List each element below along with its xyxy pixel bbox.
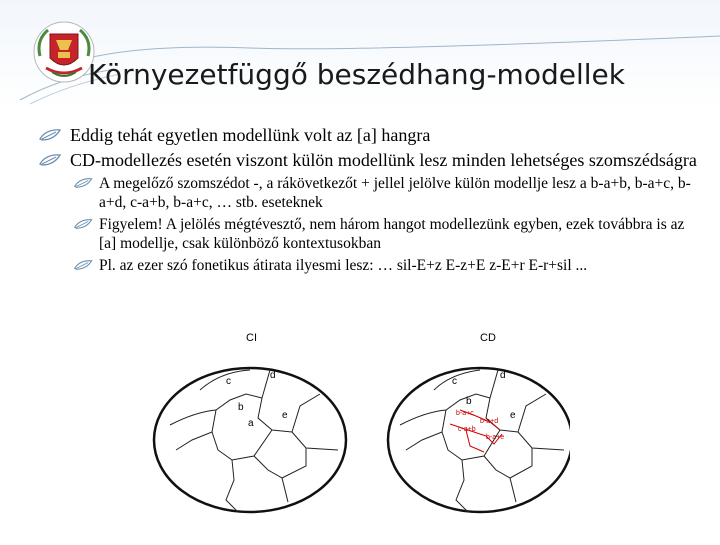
cd-label: CD: [480, 332, 496, 344]
region-label: d: [500, 370, 506, 381]
sub-bullet-item: [73, 256, 698, 275]
leaf-bullet-icon: [73, 258, 95, 272]
region-label: c: [452, 376, 457, 387]
region-label: e: [510, 410, 516, 421]
bullet-item: [38, 149, 698, 171]
region-label: e: [282, 410, 288, 421]
sub-bullet-text: A megelőző szomszédot -, a rákövetkezőt + jellel jelölve külön modellje lesz a b-a+b, b-a+c, b-a+d, c-a+b, b-a+c, … stb. eseteknek: [99, 175, 691, 211]
ci-cd-diagram: [150, 330, 570, 540]
bullet-text: Eddig tehát egyetlen modellünk volt az [a] hangra: [70, 125, 431, 145]
sub-bullet-text: Figyelem! A jelölés mégtévesztő, nem három hangot modellezünk egyben, ezek továbbra is az [a] modellje, csak különböző kontextusokban: [99, 216, 685, 252]
leaf-bullet-icon: [38, 152, 64, 168]
context-label: b-a+d: [480, 418, 499, 425]
content-area: [38, 124, 698, 278]
leaf-bullet-icon: [38, 127, 64, 143]
crest-logo-icon: [32, 20, 96, 84]
context-label: b-a+c: [456, 410, 474, 417]
title-rule-lines: [0, 0, 720, 110]
ci-cd-figure: [150, 330, 570, 540]
region-label: b: [238, 402, 244, 413]
sub-bullet-item: [73, 215, 698, 253]
bullet-text: CD-modellezés esetén viszont külön modellünk lesz minden lehetséges szomszédságra: [70, 150, 697, 170]
ci-label: CI: [246, 332, 257, 344]
region-label: a: [248, 418, 254, 429]
bullet-item: [38, 124, 698, 146]
leaf-bullet-icon: [73, 176, 95, 190]
slide-title: Környezetfüggő beszédhang-modellek: [88, 58, 625, 91]
context-label: b-a+e: [486, 434, 505, 441]
leaf-bullet-icon: [73, 217, 95, 231]
sub-bullet-text: Pl. az ezer szó fonetikus átirata ilyesmi lesz: … sil-E+z E-z+E z-E+r E-r+sil ...: [99, 257, 588, 274]
sub-bullet-item: [73, 174, 698, 212]
region-label: b: [466, 396, 472, 407]
region-label: c: [226, 376, 231, 387]
context-label: c-a+b: [458, 426, 476, 433]
region-label: d: [270, 370, 276, 381]
